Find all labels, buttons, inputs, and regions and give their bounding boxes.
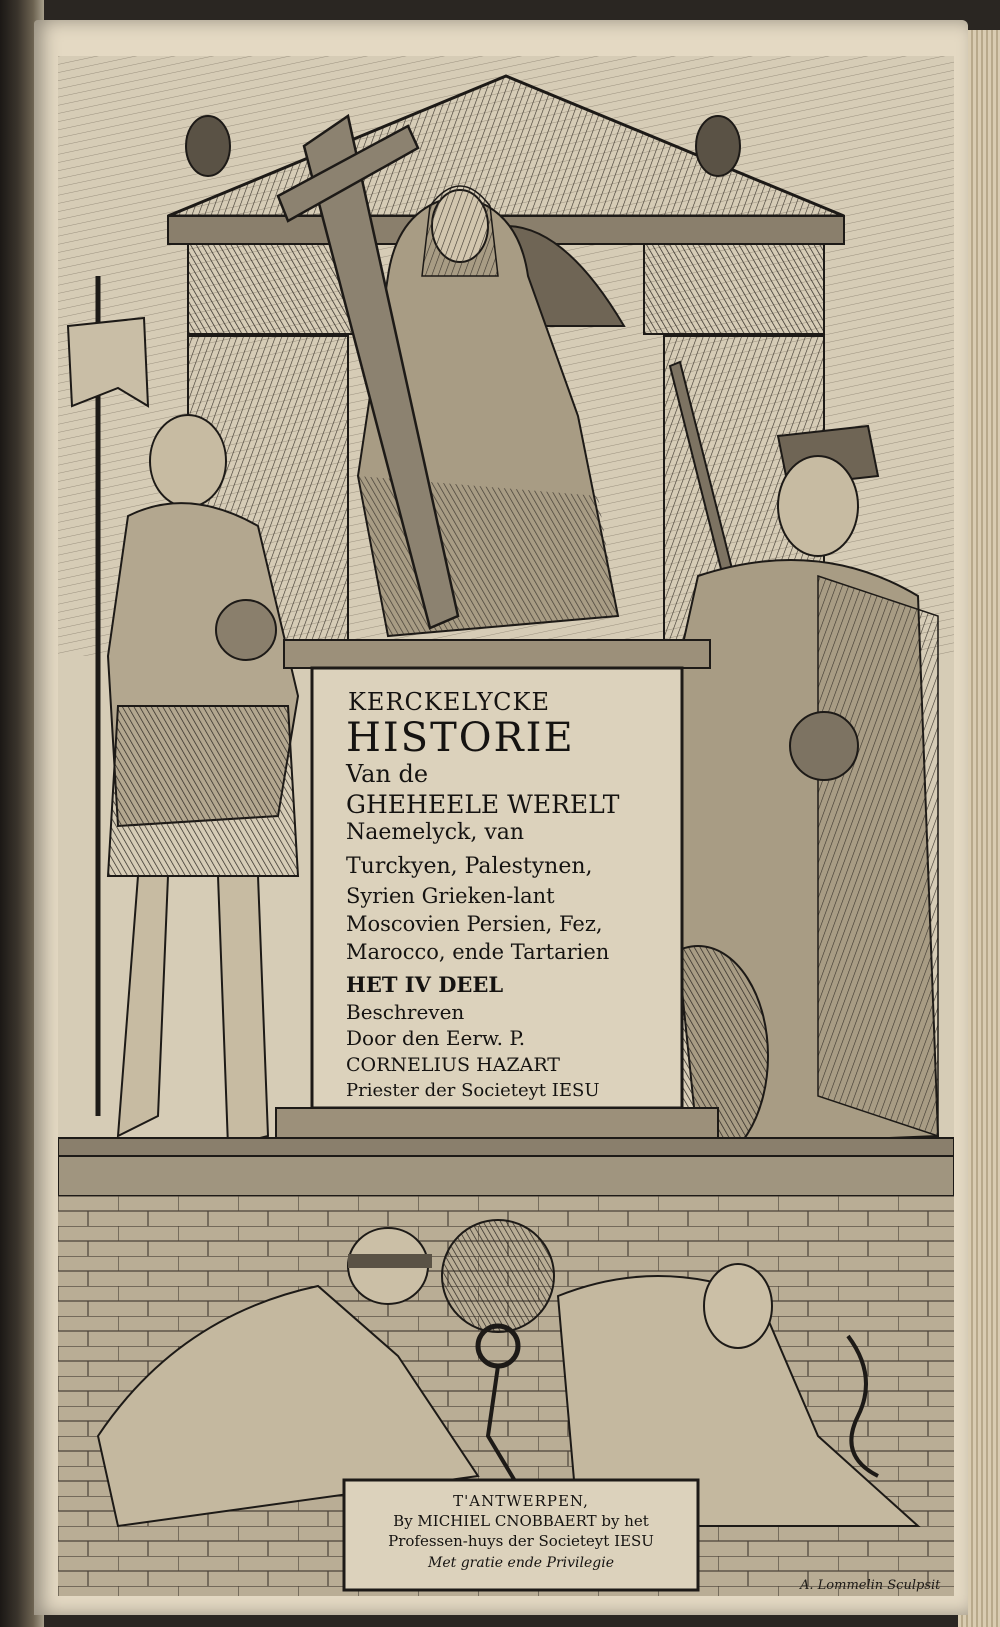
title-line-9: Marocco, ende Tartarien (346, 940, 610, 964)
title-line-11: Beschreven (346, 1000, 465, 1024)
title-line-1: KERCKELYCKE (348, 688, 550, 716)
ground-ledge (58, 1138, 954, 1156)
title-line-6: Turckyen, Palestynen, (346, 854, 593, 879)
imprint-address: Professen-huys der Societeyt IESU (388, 1532, 654, 1550)
title-line-3: Van de (346, 760, 429, 788)
cornice (58, 1156, 954, 1196)
engraved-frontispiece (58, 56, 954, 1596)
title-line-7: Syrien Grieken-lant (346, 884, 555, 908)
title-line-8: Moscovien Persien, Fez, (346, 912, 603, 936)
volume-line: HET IV DEEL (346, 972, 504, 997)
imprint-place: T'ANTWERPEN, (453, 1492, 589, 1510)
title-text-block (334, 676, 662, 1100)
imprint-text (352, 1488, 690, 1584)
author-name: CORNELIUS HAZART (346, 1054, 560, 1076)
title-line-12: Door den Eerw. P. (346, 1026, 526, 1050)
title-line-4: GHEHEELE WERELT (346, 790, 620, 819)
imprint-privilege: Met gratie ende Privilegie (428, 1555, 614, 1571)
imprint-printer: By MICHIEL CNOBBAERT by het (393, 1512, 649, 1530)
author-affiliation: Priester der Societeyt IESU (346, 1080, 600, 1101)
title-line-5: Naemelyck, van (346, 820, 525, 845)
book-page (34, 20, 968, 1615)
title-line-2: HISTORIE (346, 715, 575, 761)
engraver-signature: A. Lommelin Sculpsit (800, 1578, 941, 1593)
